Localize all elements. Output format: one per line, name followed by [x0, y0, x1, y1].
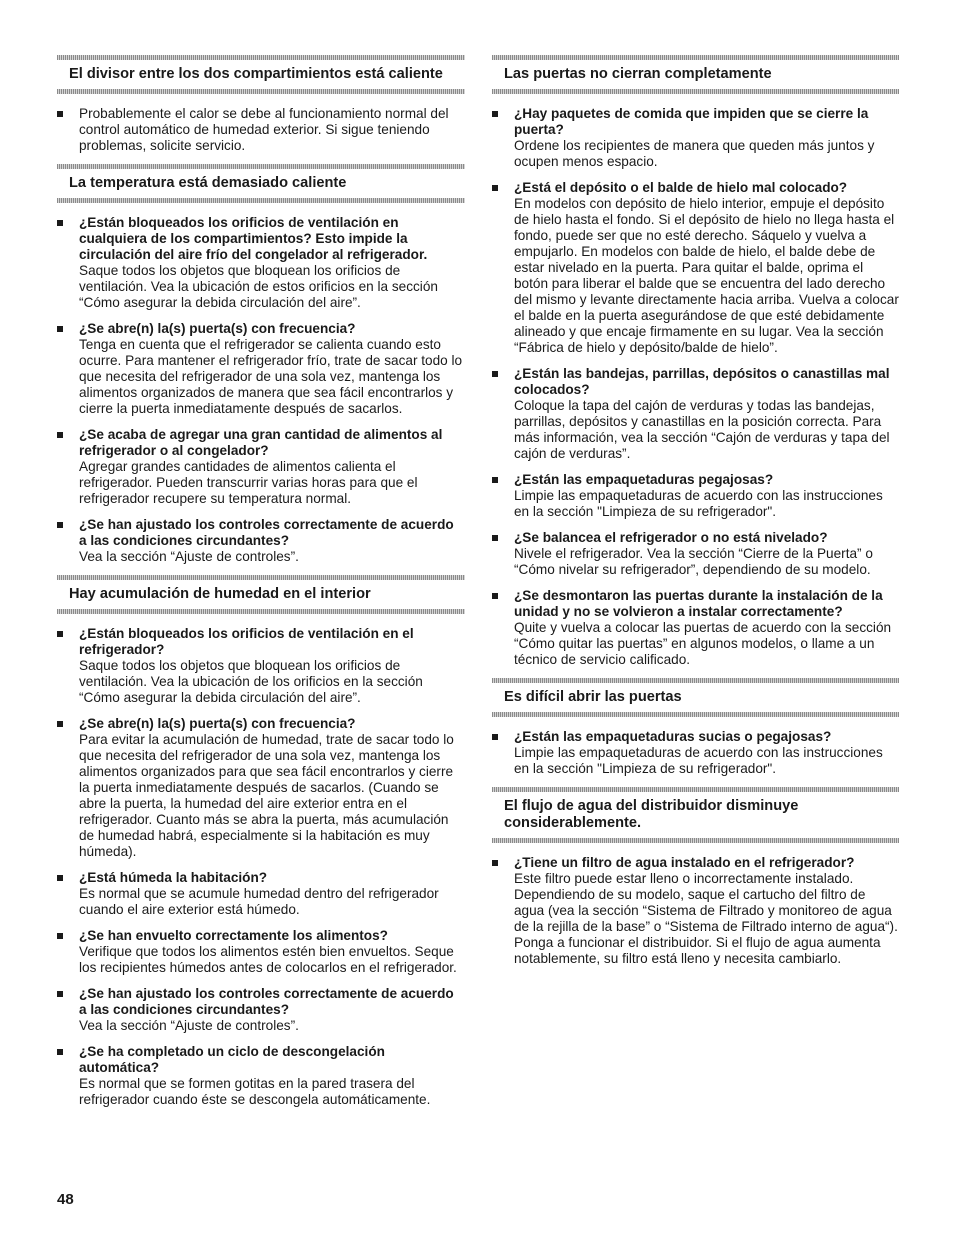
list-item — [492, 106, 899, 170]
section-rule-bottom — [57, 198, 465, 203]
section-title: La temperatura está demasiado caliente — [69, 175, 347, 191]
bullet-icon — [57, 991, 63, 997]
item-answer: Limpie las empaquetaduras de acuerdo con las instrucciones en la sección "Limpieza de su refrigerador". — [514, 745, 883, 776]
item-question: ¿Se abre(n) la(s) puerta(s) con frecuencia? — [79, 716, 356, 731]
bullet-icon — [57, 220, 63, 226]
bullet-icon — [492, 111, 498, 117]
section-rule-bottom — [492, 89, 899, 94]
item-list — [492, 106, 899, 668]
bullet-icon — [57, 522, 63, 528]
item-question: ¿Se balancea el refrigerador o no está nivelado? — [514, 530, 828, 545]
item-question: ¿Tiene un filtro de agua instalado en el refrigerador? — [514, 855, 855, 870]
item-answer: Saque todos los objetos que bloquean los orificios de ventilación. Vea la ubicación de estos orificios en la sección “Cómo asegurar la debida circulación del aire”. — [79, 263, 438, 310]
troubleshooting-section — [57, 164, 465, 565]
list-item — [492, 366, 899, 462]
section-title: Las puertas no cierran completamente — [504, 66, 772, 82]
item-answer: Tenga en cuenta que el refrigerador se calienta cuando esto ocurre. Para mantener el refrigerador frío, trate de sacar todo lo que necesita del refrigerador de una sola vez, mantenga los alimentos organizados de manera que sea fácil encontrarlos y cierre la puerta inmediatamente después de sacarlos. — [79, 337, 463, 416]
section-rule-bottom — [57, 89, 465, 94]
list-item — [492, 855, 899, 967]
item-list — [492, 729, 899, 777]
bullet-icon — [57, 933, 63, 939]
item-question: ¿Están las empaquetaduras pegajosas? — [514, 472, 774, 487]
section-rule-bottom — [492, 712, 899, 717]
section-title: El divisor entre los dos compartimientos está caliente — [69, 66, 443, 82]
item-question: ¿Está húmeda la habitación? — [79, 870, 268, 885]
item-question: ¿Están las empaquetaduras sucias o pegajosas? — [514, 729, 832, 744]
item-question: ¿Están bloqueados los orificios de ventilación en el refrigerador? — [79, 626, 414, 657]
item-answer: Verifique que todos los alimentos estén bien envueltos. Seque los recipientes húmedos antes de colocarlos en el refrigerador. — [79, 944, 457, 975]
list-item — [492, 530, 899, 578]
troubleshooting-section — [57, 575, 465, 1108]
list-item — [57, 716, 465, 860]
bullet-icon — [492, 535, 498, 541]
list-item — [492, 180, 899, 356]
bullet-icon — [492, 477, 498, 483]
item-answer: Saque todos los objetos que bloquean los orificios de ventilación. Vea la ubicación de los orificios en la sección “Cómo asegurar la debida circulación del aire”. — [79, 658, 423, 705]
list-item — [57, 215, 465, 311]
bullet-icon — [57, 432, 63, 438]
list-item — [57, 870, 465, 918]
list-item — [57, 427, 465, 507]
troubleshooting-section — [492, 787, 899, 967]
list-item — [492, 472, 899, 520]
item-answer: Para evitar la acumulación de humedad, trate de sacar todo lo que necesita del refrigerador de una sola vez, mantenga los alimentos organizados para que sea fácil encontrarlos y cierre la puerta inmediatamente después de sacarlos. (Cuando se abre la puerta, la humedad del aire exterior entra en el refrigerador. Cuanto más se abra la puerta, más acumulación de humedad habrá, especialmente si la habitación es muy húmeda). — [79, 732, 454, 859]
item-answer: Coloque la tapa del cajón de verduras y todas las bandejas, parrillas, depósitos y canastillas en la posición correcta. Para más información, vea la sección “Cajón de verduras y tapa del cajón de verduras”. — [514, 398, 890, 461]
list-item — [57, 626, 465, 706]
bullet-icon — [57, 326, 63, 332]
item-question: ¿Están bloqueados los orificios de ventilación en cualquiera de los compartimientos? Esto impide la circulación del aire frío del congelador al refrigerador. — [79, 215, 428, 262]
list-item — [57, 106, 465, 154]
troubleshooting-section — [492, 678, 899, 777]
list-item — [57, 321, 465, 417]
item-list — [492, 855, 899, 967]
section-title: El flujo de agua del distribuidor disminuye considerablemente. — [504, 798, 799, 831]
item-list — [57, 626, 465, 1108]
section-rule-bottom — [492, 838, 899, 843]
left-column — [57, 55, 465, 1118]
item-question: ¿Está el depósito o el balde de hielo mal colocado? — [514, 180, 848, 195]
item-question: ¿Se han ajustado los controles correctamente de acuerdo a las condiciones circundantes? — [79, 986, 454, 1017]
item-question: ¿Se ha completado un ciclo de descongelación automática? — [79, 1044, 385, 1075]
item-answer: Limpie las empaquetaduras de acuerdo con las instrucciones en la sección "Limpieza de su refrigerador". — [514, 488, 883, 519]
section-rule-bottom — [57, 609, 465, 614]
item-question: ¿Se acaba de agregar una gran cantidad de alimentos al refrigerador o al congelador? — [79, 427, 443, 458]
item-answer: Es normal que se acumule humedad dentro del refrigerador cuando el aire exterior está húmedo. — [79, 886, 439, 917]
item-answer: Es normal que se formen gotitas en la pared trasera del refrigerador cuando éste se descongela automáticamente. — [79, 1076, 431, 1107]
list-item — [57, 1044, 465, 1108]
item-answer: Este filtro puede estar lleno o incorrectamente instalado. Dependiendo de su modelo, saque el cartucho del filtro de agua (vea la sección “Sistema de Filtrado y monitoreo de agua de la rejilla de la base” o “Sistema de Filtrado interno de agua“). Ponga a funcionar el distribuidor. Si el flujo de agua aumenta notablemente, su filtro está lleno y necesita cambiarlo. — [514, 871, 898, 966]
item-answer: Agregar grandes cantidades de alimentos calienta el refrigerador. Pueden transcurrir varias horas para que el refrigerador recupere su temperatura normal. — [79, 459, 418, 506]
list-item — [57, 986, 465, 1034]
list-item — [492, 729, 899, 777]
item-answer: Vea la sección “Ajuste de controles”. — [79, 1018, 299, 1033]
list-item — [492, 588, 899, 668]
list-item — [57, 517, 465, 565]
section-title: Hay acumulación de humedad en el interior — [69, 586, 371, 602]
troubleshooting-section — [57, 55, 465, 154]
item-list — [57, 106, 465, 154]
item-answer: Ordene los recipientes de manera que queden más juntos y ocupen menos espacio. — [514, 138, 875, 169]
bullet-icon — [57, 1049, 63, 1055]
page-number: 48 — [57, 1191, 74, 1208]
item-question: ¿Están las bandejas, parrillas, depósitos o canastillas mal colocados? — [514, 366, 890, 397]
troubleshooting-section — [492, 55, 899, 668]
item-answer: Quite y vuelva a colocar las puertas de acuerdo con la sección “Cómo quitar las puertas” en algunos modelos, o llame a un técnico de servicio calificado. — [514, 620, 892, 667]
section-title: Es difícil abrir las puertas — [504, 689, 682, 705]
bullet-icon — [57, 875, 63, 881]
item-answer: Vea la sección “Ajuste de controles”. — [79, 549, 299, 564]
item-question: ¿Se abre(n) la(s) puerta(s) con frecuencia? — [79, 321, 356, 336]
bullet-icon — [57, 631, 63, 637]
item-question: ¿Se desmontaron las puertas durante la instalación de la unidad y no se volvieron a instalar correctamente? — [514, 588, 883, 619]
bullet-icon — [492, 371, 498, 377]
right-column — [492, 55, 899, 977]
bullet-icon — [492, 593, 498, 599]
bullet-icon — [492, 734, 498, 740]
item-question: ¿Hay paquetes de comida que impiden que se cierre la puerta? — [514, 106, 869, 137]
bullet-icon — [492, 860, 498, 866]
list-item — [57, 928, 465, 976]
item-answer: En modelos con depósito de hielo interior, empuje el depósito de hielo hasta el fondo. Si el depósito de hielo no llega hasta el fondo, puede ser que no esté derecho. Sáquelo y vuelva a empujarlo. En modelos con balde de hielo, el balde debe de estar nivelado en la puerta. Para quitar el balde, oprima el botón para liberar el balde que se encuentra del lado derecho del mismo y levante directamente hacia arriba. Vuelva a colocar el balde en la puerta asegurándose de que esté debidamente alineado y que encaje firmamente en su lugar. Vea la sección “Fábrica de hielo y depósito/balde de hielo”. — [514, 196, 899, 355]
item-question: ¿Se han ajustado los controles correctamente de acuerdo a las condiciones circundantes? — [79, 517, 454, 548]
item-question: ¿Se han envuelto correctamente los alimentos? — [79, 928, 388, 943]
item-answer: Nivele el refrigerador. Vea la sección “Cierre de la Puerta” o “Cómo nivelar su refrigerador”, dependiendo de su modelo. — [514, 546, 873, 577]
item-answer: Probablemente el calor se debe al funcionamiento normal del control automático de humedad exterior. Si sigue teniendo problemas, solicite servicio. — [79, 106, 449, 153]
bullet-icon — [492, 185, 498, 191]
bullet-icon — [57, 721, 63, 727]
bullet-icon — [57, 111, 63, 117]
item-list — [57, 215, 465, 565]
